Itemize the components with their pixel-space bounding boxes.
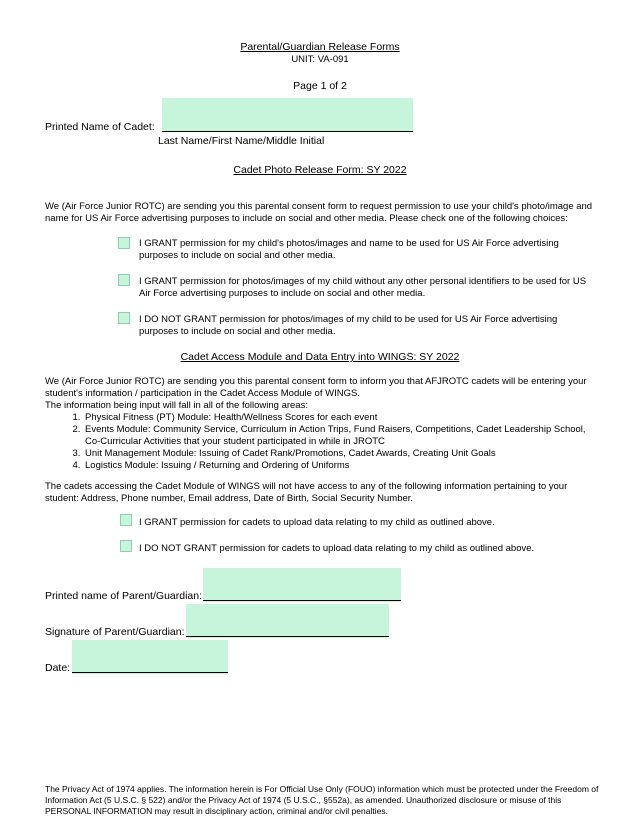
- signature-underline: [186, 636, 389, 637]
- photo-grant-no-identifiers-text: I GRANT permission for photos/images of my child without any other personal identifiers to be used for US Air Force advertising purposes to include on social and other media.: [139, 276, 587, 299]
- photo-deny-checkbox[interactable]: [118, 312, 130, 324]
- date-label: Date:: [45, 662, 71, 674]
- privacy-notice: The Privacy Act of 1974 applies. The information herein is For Official Use Only (FOUO) information which must be protected under the Freedom of Information Act (5 U.S.C. § 522) and/or the Privacy Act of 1974 (5 U.S.C., §552a), as amended. Unauthorized disclosure or misuse of this PERSONAL INFORMATION may result in disciplinary action, criminal and/or civil penalties.: [45, 784, 599, 816]
- unit-label: UNIT: VA-091: [291, 54, 349, 65]
- signature-field[interactable]: [186, 604, 389, 638]
- photo-grant-no-identifiers-checkbox[interactable]: [118, 274, 130, 286]
- wings-grant-text: I GRANT permission for cadets to upload data relating to my child as outlined above.: [139, 517, 495, 528]
- photo-grant-checkbox[interactable]: [118, 237, 130, 249]
- cadet-name-label: Printed Name of Cadet:: [45, 121, 155, 133]
- photo-release-intro: We (Air Force Junior ROTC) are sending you this parental consent form to request permission to use your child's photo/image and name for US Air Force advertising purposes to include on social and other media. Please check one of the following choices:: [45, 201, 593, 224]
- wings-deny-checkbox[interactable]: [120, 540, 132, 552]
- date-underline: [72, 672, 228, 673]
- parent-name-label: Printed name of Parent/Guardian:: [45, 590, 203, 602]
- wings-deny-text: I DO NOT GRANT permission for cadets to upload data relating to my child as outlined above.: [139, 543, 535, 554]
- wings-areas-list: [45, 412, 600, 472]
- cadet-name-caption: Last Name/First Name/Middle Initial: [158, 135, 325, 147]
- photo-deny-text: I DO NOT GRANT permission for photos/images of my child to be used for US Air Force advertising purposes to include on social and other media.: [139, 314, 558, 337]
- cadet-name-field[interactable]: [162, 98, 413, 132]
- list-item: 2. Events Module: Community Service, Curriculum in Action Trips, Fund Raisers, Competitions, Cadet Leadership School, Co-Curricular Activities that your student participated in while in JROTC: [83, 424, 600, 448]
- list-item: 1. Physical Fitness (PT) Module: Health/Wellness Scores for each event: [83, 412, 600, 424]
- wings-heading: Cadet Access Module and Data Entry into WINGS: SY 2022: [180, 351, 460, 363]
- parent-name-field[interactable]: [203, 568, 401, 602]
- list-item: 4. Logistics Module: Issuing / Returning and Ordering of Uniforms: [83, 460, 600, 472]
- wings-areas-intro: The information being input will fall in all of the following areas:: [45, 400, 308, 411]
- page-number: Page 1 of 2: [293, 80, 347, 92]
- form-title: Parental/Guardian Release Forms: [240, 41, 400, 53]
- photo-release-heading: Cadet Photo Release Form: SY 2022: [233, 164, 407, 176]
- wings-grant-checkbox[interactable]: [120, 514, 132, 526]
- date-field[interactable]: [72, 640, 228, 674]
- signature-label: Signature of Parent/Guardian:: [45, 626, 185, 638]
- cadet-name-underline: [162, 131, 413, 132]
- list-item: 3. Unit Management Module: Issuing of Cadet Rank/Promotions, Cadet Awards, Creating Unit Goals: [83, 448, 600, 460]
- photo-grant-text: I GRANT permission for my child's photos/images and name to be used for US Air Force advertising purposes to include on social and other media.: [139, 238, 559, 261]
- wings-intro: We (Air Force Junior ROTC) are sending you this parental consent form to inform you that AFJROTC cadets will be entering your student's information / participation in the Cadet Access Module of WINGS.: [45, 376, 587, 399]
- parent-name-underline: [203, 600, 401, 601]
- wings-access-note: The cadets accessing the Cadet Module of WINGS will not have access to any of the following information pertaining to your student: Address, Phone number, Email address, Date of Birth, Social Security Number.: [45, 481, 568, 504]
